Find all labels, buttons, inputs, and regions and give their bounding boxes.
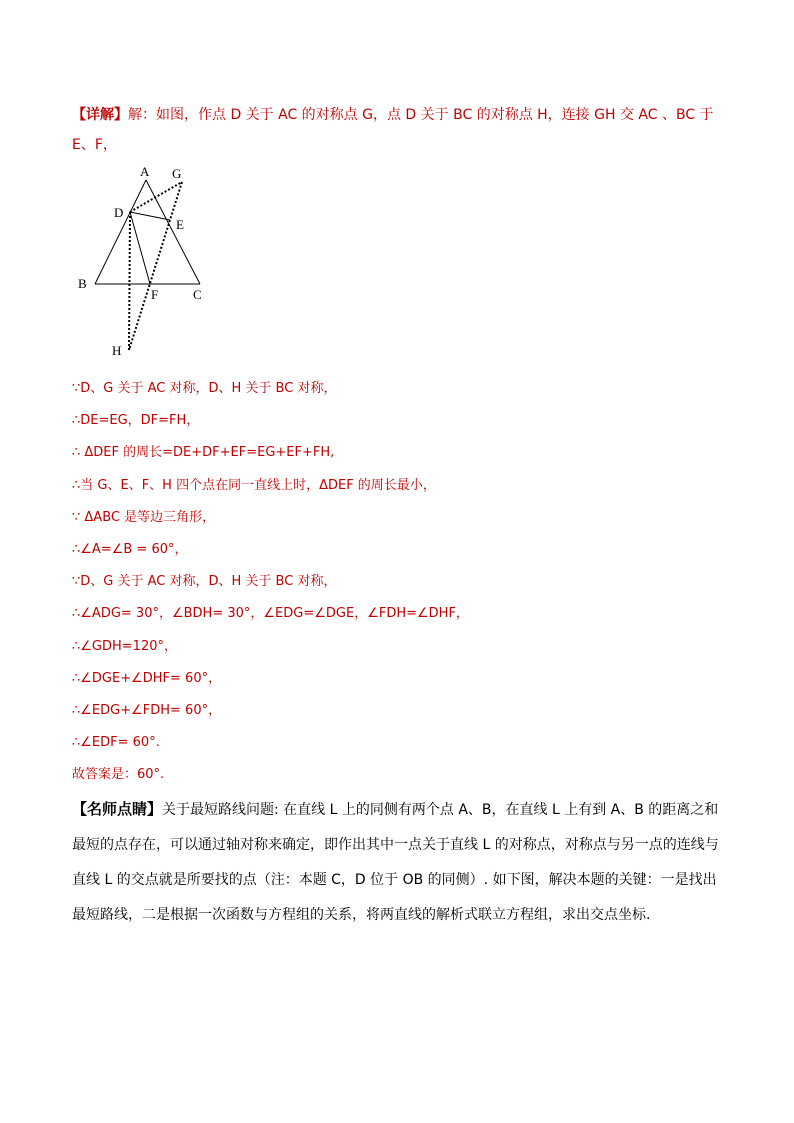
step-line: ∴∠A=∠B = 60°， [72, 542, 188, 558]
step-line: ∵D、G 关于 AC 对称，D、H 关于 BC 对称， [72, 381, 337, 396]
label-f: F [151, 287, 159, 302]
step-line: ∴∠EDF= 60°. [72, 735, 160, 751]
label-h: H [112, 343, 122, 358]
label-a: A [140, 164, 150, 179]
geometry-figure [72, 160, 252, 360]
step-line: ∴∠EDG+∠FDH= 60°， [72, 703, 222, 719]
label-d: D [114, 205, 124, 220]
label-b: B [78, 276, 87, 291]
teacher-note [72, 792, 727, 933]
step-line: ∵D、G 关于 AC 对称，D、H 关于 BC 对称， [72, 574, 337, 590]
segment-dh [129, 212, 130, 350]
intro-text: 解：如图，作点 D 关于 AC 的对称点 G，点 D 关于 BC 的对称点 H，连接 GH 交 AC 、BC 于 E、F， [72, 107, 714, 153]
segment-de [130, 212, 170, 220]
label-e: E [176, 217, 184, 232]
label-c: C [193, 287, 202, 302]
step-line: ∵ ΔABC 是等边三角形， [72, 509, 216, 525]
step-line: ∴当 G、E、F、H 四个点在同一直线上时，ΔDEF 的周长最小， [72, 477, 436, 493]
step-line: ∴ ΔDEF 的周长=DE+DF+EF=EG+EF+FH, [72, 445, 335, 461]
step-line: ∴∠GDH=120°， [72, 638, 177, 654]
detail-tag: 【详解】 [72, 107, 128, 123]
segment-ac [146, 180, 200, 284]
note-text: 关于最短路线问题: 在直线 L 上的同侧有两个点 A、B，在直线 L 上有到 A、B 的距离之和最短的点存在，可以通过轴对称来确定，即作出其中一点关于直线 L 的对称点，对称点与另一点的连线与直线 L 的交点就是所要找的点（注：本题 C，D 位于 OB 的同侧）. 如下图，解决本题的关键：一是找出最短路线，二是根据一次函数与方程组的关系，将两直线的解析式联立方程组，求出交点坐标. [72, 802, 719, 923]
solution-steps [72, 373, 732, 792]
answer-line: 故答案是：60°. [72, 767, 165, 783]
segment-df [130, 212, 150, 284]
label-g: G [172, 166, 182, 181]
note-tag: 【名师点睛】 [72, 800, 163, 818]
step-line: ∴DE=EG，DF=FH， [72, 413, 200, 429]
segment-ab [95, 180, 146, 284]
step-line: ∴∠ADG= 30°，∠BDH= 30°，∠EDG=∠DGE，∠FDH=∠DHF， [72, 606, 469, 622]
step-line: ∴∠DGE+∠DHF= 60°， [72, 670, 222, 686]
solution-intro [72, 100, 722, 160]
